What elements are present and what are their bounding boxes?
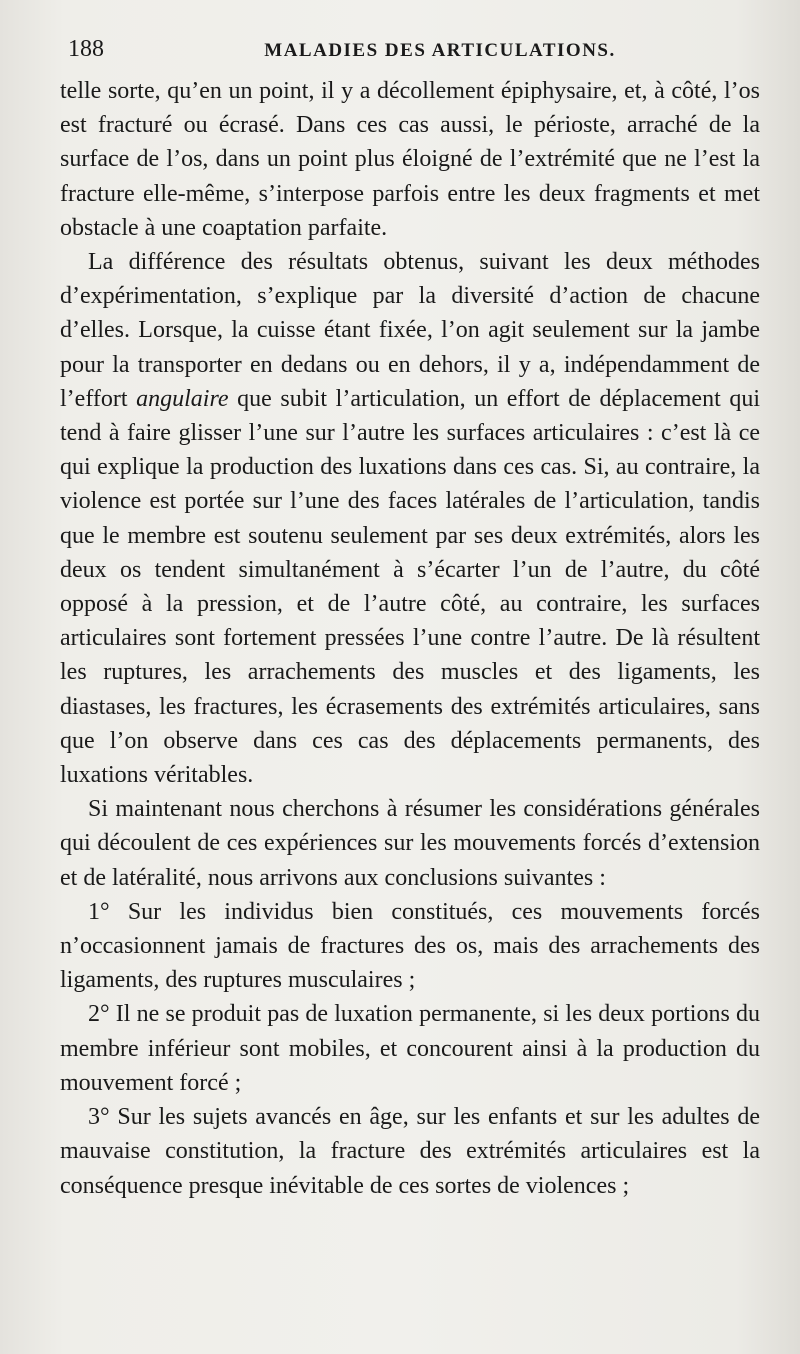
running-title: MALADIES DES ARTICULATIONS.: [264, 40, 616, 61]
conclusion-2: 2° Il ne se produit pas de luxation permanente, si les deux portions du membre inférieur sont mobiles, et concourent ainsi à la production du mouvement forcé ;: [60, 1001, 760, 1096]
paragraph-1: telle sorte, qu’en un point, il y a décollement épiphysaire, et, à côté, l’os est fracturé ou écrasé. Dans ces cas aussi, le périoste, arraché de la surface de l’os, dans un point plus éloigné de l’extrémité que ne l’est la fracture elle-même, s’interpose parfois entre les deux fragments et met obstacle à une coaptation parfaite.: [60, 78, 760, 241]
paragraph-2: La différence des résultats obtenus, suivant les deux méthodes d’expérimentation, s’explique par la diversité d’action de chacune d’elles. Lorsque, la cuisse étant fixée, l’on agit seulement sur la jambe pour la transporter en dedans ou en dehors, il y a, indépendamment de l’effort angulaire que subit l’articulation, un effort de déplacement qui tend à faire glisser l’une sur l’autre les surfaces articulaires : c’est là ce qui explique la production des luxations dans ces cas. Si, au contraire, la violence est portée sur l’une des faces latérales de l’articulation, tandis que le membre est soutenu seulement par ses deux extrémités, alors les deux os tendent simultanément à s’écarter l’un de l’autre, du côté opposé à la pression, et de l’autre côté, au contraire, les surfaces articulaires sont fortement pressées l’une contre l’autre. De là résultent les ruptures, les arrachements des muscles et des ligaments, les diastases, les fractures, les écrasements des extrémités articulaires, sans que l’on observe dans ces cas des déplacements permanents, des luxations véritables.: [60, 249, 760, 789]
page-header: [60, 36, 760, 66]
body-text: [60, 74, 760, 1203]
conclusion-1: 1° Sur les individus bien constitués, ces mouvements forcés n’occasionnent jamais de fractures des os, mais des arrachements des ligaments, des ruptures musculaires ;: [60, 898, 760, 994]
paragraph-3: Si maintenant nous cherchons à résumer les considérations générales qui découlent de ces expériences sur les mouvements forcés d’extension et de latéralité, nous arrivons aux conclusions suivantes :: [60, 796, 760, 891]
conclusion-3: 3° Sur les sujets avancés en âge, sur les enfants et sur les adultes de mauvaise constitution, la fracture des extrémités articulaires est la conséquence presque inévitable de ces sortes de violences ;: [60, 1104, 760, 1199]
page-number: 188: [68, 36, 104, 62]
italic-word: angulaire: [136, 385, 229, 412]
